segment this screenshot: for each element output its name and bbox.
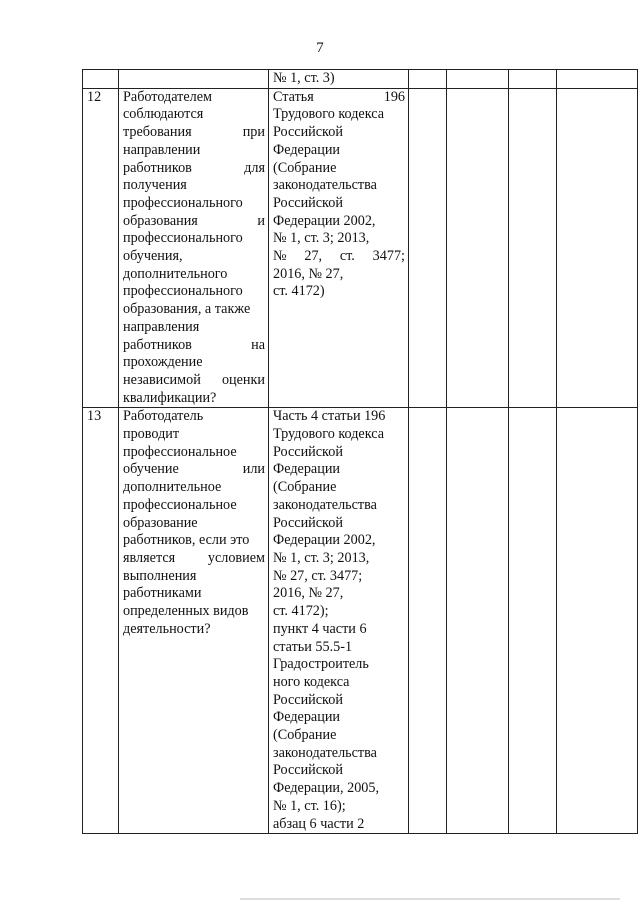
answer-na-cell bbox=[509, 408, 557, 834]
text-line: соблюдаются bbox=[123, 106, 204, 123]
text-word: № bbox=[273, 248, 287, 265]
text-line: законодательства bbox=[273, 744, 377, 761]
text-line: Российской bbox=[273, 443, 343, 460]
text-line: законодательства bbox=[273, 496, 377, 513]
text-line: Федерации, 2005, bbox=[273, 780, 380, 797]
text-line: ного кодекса bbox=[273, 673, 350, 690]
text-line: № 27, ст. 3477; bbox=[273, 567, 363, 584]
reference-cell bbox=[269, 70, 409, 89]
answer-yes-cell bbox=[409, 70, 447, 89]
text-line: получения bbox=[123, 177, 187, 194]
text-line: деятельности? bbox=[123, 620, 211, 637]
text-line: пункт 4 части 6 bbox=[273, 620, 367, 637]
text-word: при bbox=[242, 124, 265, 141]
text-line: профессионального bbox=[123, 283, 243, 300]
text-word: 3477; bbox=[372, 248, 405, 265]
text-word: требования bbox=[123, 124, 192, 141]
text-line bbox=[123, 372, 265, 390]
text-line: 2016, № 27, bbox=[273, 585, 344, 602]
text-word: ст. bbox=[339, 248, 355, 265]
text-word: для bbox=[244, 159, 265, 176]
text-line: направлении bbox=[123, 141, 201, 158]
text-line: Трудового кодекса bbox=[273, 106, 385, 123]
text-line: Трудового кодекса bbox=[273, 426, 385, 443]
text-word: является bbox=[123, 549, 176, 566]
text-word: на bbox=[251, 336, 265, 353]
text-line bbox=[123, 461, 265, 479]
text-line: № 1, ст. 16); bbox=[273, 797, 346, 814]
text-line: ст. 4172); bbox=[273, 603, 329, 620]
text-line: направления bbox=[123, 318, 200, 335]
text-line bbox=[123, 160, 265, 178]
question-cell bbox=[119, 88, 269, 408]
page-number: 7 bbox=[316, 40, 324, 56]
row-number-cell bbox=[83, 70, 119, 89]
text-line: Российской bbox=[273, 514, 343, 531]
text-line: ст. 4172) bbox=[273, 283, 325, 300]
text-word: образования bbox=[123, 212, 198, 229]
text-line: (Собрание bbox=[273, 159, 337, 176]
text-line: прохождение bbox=[123, 354, 203, 371]
text-line: определенных видов bbox=[123, 603, 249, 620]
text-line: квалификации? bbox=[123, 389, 217, 406]
question-cell bbox=[119, 70, 269, 89]
text-line: Российской bbox=[273, 691, 343, 708]
text-line: Работодатель bbox=[123, 408, 204, 425]
text-word: условием bbox=[207, 549, 265, 566]
text-line: Федерации bbox=[273, 461, 341, 478]
notes-cell bbox=[557, 408, 638, 834]
text-line: № 1, ст. 3; 2013, bbox=[273, 230, 370, 247]
text-line: Федерации bbox=[273, 141, 341, 158]
text-word: работников bbox=[123, 336, 192, 353]
text-word: обучение bbox=[123, 461, 179, 478]
text-line: дополнительного bbox=[123, 265, 228, 282]
text-line: Российской bbox=[273, 762, 343, 779]
checklist-table bbox=[82, 69, 638, 834]
text-line: обучения, bbox=[123, 248, 183, 265]
text-line: № 1, ст. 3; 2013, bbox=[273, 549, 370, 566]
text-line: профессионального bbox=[123, 230, 243, 247]
reference-cell bbox=[269, 408, 409, 834]
text-line bbox=[273, 89, 405, 107]
notes-cell bbox=[557, 88, 638, 408]
row-number-cell: 12 bbox=[83, 88, 119, 408]
text-line: проводит bbox=[123, 426, 180, 443]
text-line: Федерации 2002, bbox=[273, 532, 376, 549]
text-line: образование bbox=[123, 514, 198, 531]
answer-no-cell bbox=[447, 408, 509, 834]
text-line: Федерации 2002, bbox=[273, 212, 376, 229]
answer-yes-cell bbox=[409, 408, 447, 834]
text-line: работниками bbox=[123, 585, 202, 602]
text-line: работников, если это bbox=[123, 532, 250, 549]
text-word: и bbox=[257, 212, 265, 229]
text-line: статьи 55.5-1 bbox=[273, 638, 353, 655]
question-cell bbox=[119, 408, 269, 834]
text-word: независимой bbox=[123, 371, 201, 388]
notes-cell bbox=[557, 70, 638, 89]
text-word: 27, bbox=[304, 248, 323, 265]
text-word: оценки bbox=[221, 371, 265, 388]
text-line bbox=[123, 213, 265, 231]
text-line bbox=[123, 550, 265, 568]
text-line: профессиональное bbox=[123, 443, 237, 460]
answer-yes-cell bbox=[409, 88, 447, 408]
answer-no-cell bbox=[447, 88, 509, 408]
text-line: абзац 6 части 2 bbox=[273, 815, 365, 832]
row-number-cell: 13 bbox=[83, 408, 119, 834]
text-line bbox=[273, 248, 405, 266]
scan-edge-divider bbox=[240, 898, 620, 900]
text-word: или bbox=[242, 461, 265, 478]
text-line: Российской bbox=[273, 194, 343, 211]
text-line: профессиональное bbox=[123, 496, 237, 513]
text-line: законодательства bbox=[273, 177, 377, 194]
answer-na-cell bbox=[509, 70, 557, 89]
text-line bbox=[123, 124, 265, 142]
answer-no-cell bbox=[447, 70, 509, 89]
text-line: образования, а также bbox=[123, 301, 251, 318]
answer-na-cell bbox=[509, 88, 557, 408]
text-word: работников bbox=[123, 159, 192, 176]
text-line: (Собрание bbox=[273, 727, 337, 744]
text-word: 196 bbox=[383, 88, 405, 105]
text-line: дополнительное bbox=[123, 479, 222, 496]
text-word: Статья bbox=[273, 88, 314, 105]
text-line: (Собрание bbox=[273, 479, 337, 496]
text-line: выполнения bbox=[123, 567, 197, 584]
table-row bbox=[83, 88, 638, 408]
table-row bbox=[83, 408, 638, 834]
text-line: Градостроитель bbox=[273, 656, 369, 673]
reference-cell bbox=[269, 88, 409, 408]
text-line: профессионального bbox=[123, 194, 243, 211]
text-line: Российской bbox=[273, 124, 343, 141]
table-row-continuation bbox=[83, 70, 638, 89]
text-line: Федерации bbox=[273, 709, 341, 726]
reference-line: № 1, ст. 3) bbox=[273, 70, 335, 86]
text-line: 2016, № 27, bbox=[273, 265, 344, 282]
text-line: Работодателем bbox=[123, 88, 213, 105]
text-line: Часть 4 статьи 196 bbox=[273, 408, 386, 425]
text-line bbox=[123, 337, 265, 355]
